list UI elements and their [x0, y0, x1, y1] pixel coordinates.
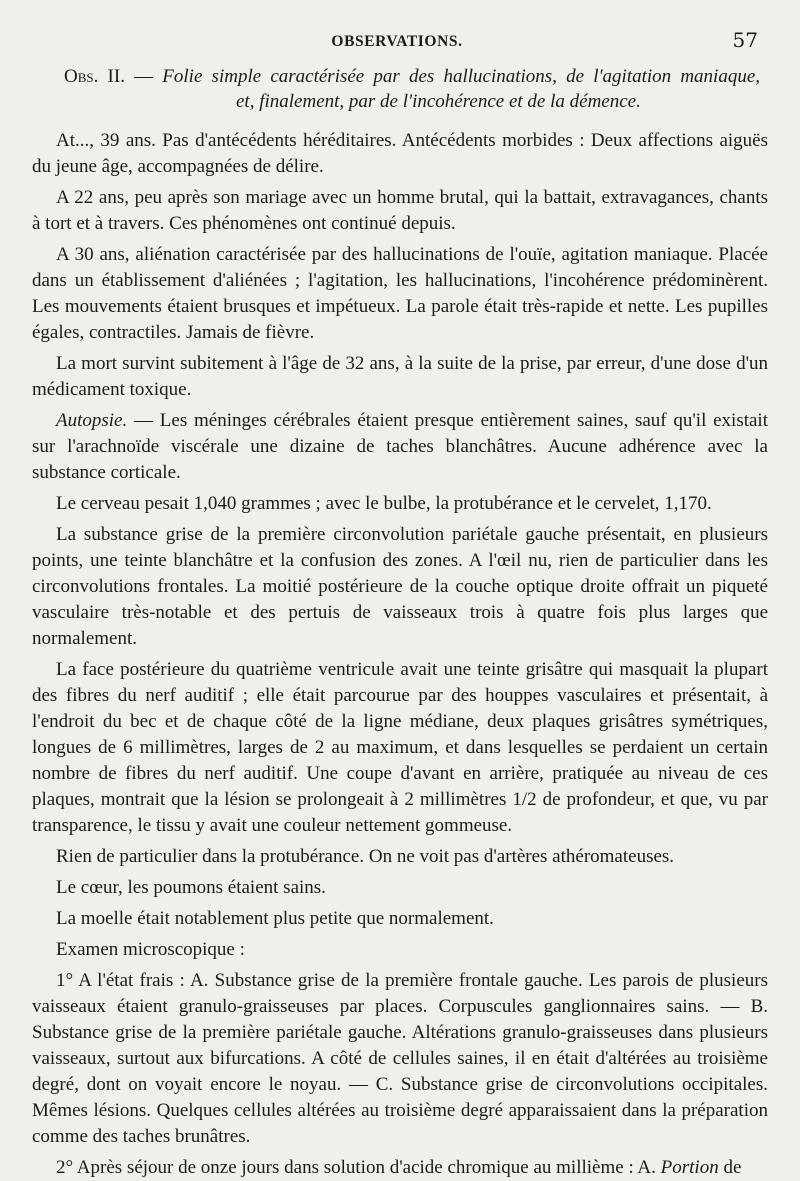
autopsy-text: — Les méninges cérébrales étaient presque entièrement saines, sauf qu'il existait sur l'arachnoïde viscérale une dizaine de taches blanchâtres. Aucune adhérence avec la substance corticale.: [32, 410, 768, 483]
paragraph-chromic-acid: [32, 1155, 768, 1181]
paragraph-spinal-cord: La moelle était notablement plus petite que normalement.: [56, 908, 494, 929]
chromic-acid-text: 2° Après séjour de onze jours dans solution d'acide chromique au millième : A.: [56, 1157, 656, 1178]
observation-dash: —: [134, 66, 154, 87]
observation-title-text-1: Folie simple caractérisée par des hallucinations, de l'agitation maniaque,: [162, 66, 761, 87]
paragraph-fresh-state: 1° A l'état frais : A. Substance grise de la première frontale gauche. Les parois de plusieurs vaisseaux étaient granulo-graisseuses par places. Corpuscules ganglionnaires sains. — B. Substance grise de la première pariétale gauche. Altérations granulo-graisseuses dans plusieurs vaisseaux, surtout aux bifurcations. A côté de cellules saines, il en était d'altérées au troisième degré, dont on voyait encore le noyau. — C. Substance grise de circonvolutions occipitales. Mêmes lésions. Quelques cellules altérées au troisième degré apparaissaient dans la préparation comme des taches brunâtres.: [32, 970, 768, 1147]
observation-title-line-2: et, finalement, par de l'incohérence et de la démence.: [236, 91, 641, 112]
chromic-acid-italic: Portion: [660, 1157, 719, 1178]
body-text: [32, 128, 768, 1181]
paragraph-age-30: A 30 ans, aliénation caractérisée par des hallucinations de l'ouïe, agitation maniaque. Placée dans un établissement d'aliénées ; l'agitation, les hallucinations, l'incohérence prédominèrent. Les mouvements étaient brusques et impétueux. La parole était très-rapide et nette. Les pupilles égales, contractiles. Jamais de fièvre.: [32, 244, 768, 343]
autopsy-label: Autopsie.: [56, 410, 128, 431]
paragraph-heart-lungs: Le cœur, les poumons étaient sains.: [56, 877, 326, 898]
page-number: 57: [732, 28, 758, 52]
paragraph-brain-weight: Le cerveau pesait 1,040 grammes ; avec le bulbe, la protubérance et le cervelet, 1,170.: [56, 493, 712, 514]
paragraph-age-22: A 22 ans, peu après son mariage avec un homme brutal, qui la battait, extravagances, chants à tort et à travers. Ces phénomènes ont continué depuis.: [32, 187, 768, 234]
paragraph-microscopy-heading: Examen microscopique :: [56, 939, 245, 960]
paragraph-patient: At..., 39 ans. Pas d'antécédents héréditaires. Antécédents morbides : Deux affections aiguës du jeune âge, accompagnées de délire.: [32, 130, 768, 177]
running-head: [64, 28, 770, 56]
paragraph-autopsy: [32, 408, 768, 486]
paragraph-grey-substance: La substance grise de la première circonvolution pariétale gauche présentait, en plusieurs points, une teinte blanchâtre et la confusion des zones. A l'œil nu, rien de particulier dans les circonvolutions frontales. La moitié postérieure de la couche optique droite offrait un piqueté vasculaire très-notable et des pertuis de vaisseaux trois à quatre fois plus larges que normalement.: [32, 524, 768, 649]
paragraph-protuberance: Rien de particulier dans la protubérance. On ne voit pas d'artères athéromateuses.: [56, 846, 675, 867]
observation-title: [64, 64, 770, 114]
running-head-title: OBSERVATIONS.: [331, 33, 463, 50]
observation-title-line-1: [64, 64, 760, 89]
paragraph-fourth-ventricle: La face postérieure du quatrième ventricule avait une teinte grisâtre qui masquait la plupart des fibres du nerf auditif ; elle était parcourue par des houppes vasculaires et présentait, à l'endroit du bec et de chaque côté de la ligne médiane, deux plaques grisâtres symétriques, longues de 6 millimètres, larges de 2 au maximum, et dans lesquelles se perdaient un certain nombre de fibres du nerf auditif. Une coupe d'avant en arrière, pratiquée au niveau de ces plaques, montrait que la lésion se prolongeait à 2 millimètres 1/2 de profondeur, et que, vu par transparence, le tissu y avait une couleur nettement gommeuse.: [32, 659, 768, 836]
chromic-acid-tail: de: [723, 1157, 742, 1178]
paragraph-death: La mort survint subitement à l'âge de 32 ans, à la suite de la prise, par erreur, d'une dose d'un médicament toxique.: [32, 353, 768, 400]
observation-label: Obs. II.: [64, 66, 125, 87]
